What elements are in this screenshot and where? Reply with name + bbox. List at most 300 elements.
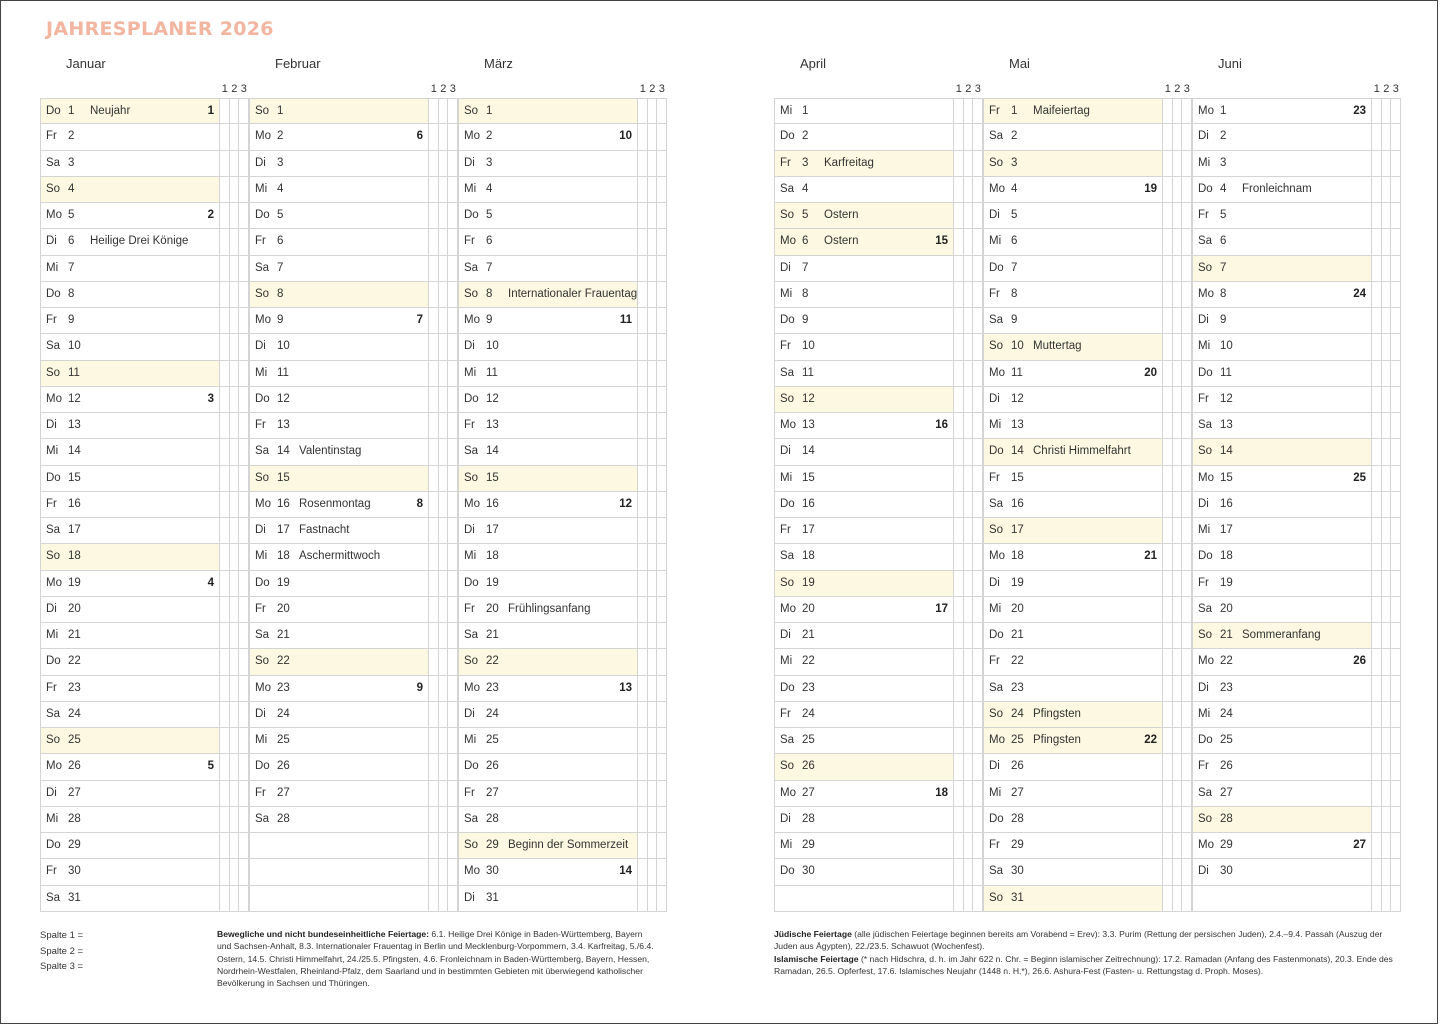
note-column-1[interactable] <box>638 439 648 464</box>
note-column-3[interactable] <box>973 466 983 491</box>
note-column-2[interactable] <box>1382 728 1392 753</box>
day-row[interactable] <box>1192 98 1401 124</box>
note-column-2[interactable] <box>230 571 240 596</box>
note-column-1[interactable] <box>638 334 648 359</box>
note-column-3[interactable] <box>448 177 458 202</box>
note-column-2[interactable] <box>964 413 974 438</box>
note-column-1[interactable] <box>1372 597 1382 622</box>
note-column-3[interactable] <box>239 649 249 674</box>
note-column-1[interactable] <box>220 492 230 517</box>
note-column-2[interactable] <box>964 124 974 149</box>
note-column-2[interactable] <box>648 256 658 281</box>
day-cell[interactable] <box>40 387 220 412</box>
note-column-1[interactable] <box>954 649 964 674</box>
note-column-3[interactable] <box>1391 492 1401 517</box>
day-cell[interactable] <box>40 124 220 149</box>
note-column-3[interactable] <box>1182 781 1192 806</box>
note-column-1[interactable] <box>429 833 439 858</box>
note-column-1[interactable] <box>954 361 964 386</box>
note-column-2[interactable] <box>1173 256 1183 281</box>
note-column-2[interactable] <box>1382 256 1392 281</box>
note-column-2[interactable] <box>439 334 449 359</box>
note-column-1[interactable] <box>954 177 964 202</box>
day-cell[interactable] <box>249 308 429 333</box>
note-column-1[interactable] <box>954 256 964 281</box>
day-cell[interactable] <box>458 256 638 281</box>
note-column-2[interactable] <box>648 544 658 569</box>
note-column-1[interactable] <box>638 282 648 307</box>
day-row[interactable] <box>249 676 458 702</box>
day-cell[interactable] <box>983 124 1163 149</box>
note-column-3[interactable] <box>1391 151 1401 176</box>
note-column-2[interactable] <box>230 439 240 464</box>
day-cell[interactable] <box>774 649 954 674</box>
note-column-3[interactable] <box>973 623 983 648</box>
day-row[interactable] <box>1192 676 1401 702</box>
note-column-2[interactable] <box>439 124 449 149</box>
note-column-2[interactable] <box>439 754 449 779</box>
day-cell[interactable] <box>774 413 954 438</box>
note-column-1[interactable] <box>954 439 964 464</box>
note-column-3[interactable] <box>1182 387 1192 412</box>
day-row[interactable] <box>774 859 983 885</box>
note-column-1[interactable] <box>954 886 964 911</box>
note-column-2[interactable] <box>1382 308 1392 333</box>
day-row[interactable] <box>249 203 458 229</box>
day-row[interactable] <box>40 124 249 150</box>
note-column-1[interactable] <box>1163 781 1173 806</box>
note-column-2[interactable] <box>1173 308 1183 333</box>
note-column-1[interactable] <box>429 387 439 412</box>
day-cell[interactable] <box>983 282 1163 307</box>
day-row[interactable] <box>983 649 1192 675</box>
day-cell[interactable] <box>458 728 638 753</box>
note-column-1[interactable] <box>1163 597 1173 622</box>
note-column-3[interactable] <box>239 676 249 701</box>
note-column-3[interactable] <box>1391 256 1401 281</box>
note-column-1[interactable] <box>954 859 964 884</box>
note-column-2[interactable] <box>1173 177 1183 202</box>
note-column-2[interactable] <box>230 334 240 359</box>
note-column-2[interactable] <box>439 308 449 333</box>
note-column-1[interactable] <box>220 676 230 701</box>
day-cell[interactable] <box>249 544 429 569</box>
day-row[interactable] <box>1192 177 1401 203</box>
note-column-1[interactable] <box>429 623 439 648</box>
note-column-2[interactable] <box>1382 807 1392 832</box>
note-column-1[interactable] <box>220 439 230 464</box>
note-column-1[interactable] <box>429 203 439 228</box>
day-cell[interactable] <box>40 177 220 202</box>
note-column-1[interactable] <box>638 859 648 884</box>
note-column-1[interactable] <box>429 413 439 438</box>
note-column-3[interactable] <box>1391 413 1401 438</box>
note-column-3[interactable] <box>448 676 458 701</box>
note-column-3[interactable] <box>239 623 249 648</box>
note-column-3[interactable] <box>1182 439 1192 464</box>
note-column-3[interactable] <box>1182 334 1192 359</box>
day-row[interactable] <box>249 886 458 912</box>
note-column-2[interactable] <box>1382 361 1392 386</box>
note-column-3[interactable] <box>448 544 458 569</box>
note-column-2[interactable] <box>1382 781 1392 806</box>
day-row[interactable] <box>40 177 249 203</box>
day-row[interactable] <box>249 702 458 728</box>
note-column-1[interactable] <box>954 124 964 149</box>
note-column-2[interactable] <box>439 676 449 701</box>
day-row[interactable] <box>40 203 249 229</box>
note-column-3[interactable] <box>973 492 983 517</box>
day-row[interactable] <box>458 649 667 675</box>
day-row[interactable] <box>1192 597 1401 623</box>
note-column-3[interactable] <box>1182 571 1192 596</box>
day-row[interactable] <box>1192 859 1401 885</box>
note-column-2[interactable] <box>648 99 658 123</box>
day-cell[interactable] <box>774 571 954 596</box>
note-column-3[interactable] <box>448 623 458 648</box>
note-column-2[interactable] <box>648 676 658 701</box>
day-cell[interactable] <box>40 754 220 779</box>
day-row[interactable] <box>1192 728 1401 754</box>
note-column-3[interactable] <box>1391 676 1401 701</box>
day-cell[interactable] <box>40 807 220 832</box>
note-column-1[interactable] <box>429 124 439 149</box>
note-column-1[interactable] <box>429 728 439 753</box>
note-column-1[interactable] <box>1163 151 1173 176</box>
day-cell[interactable] <box>458 387 638 412</box>
note-column-3[interactable] <box>973 781 983 806</box>
note-column-3[interactable] <box>1391 466 1401 491</box>
note-column-1[interactable] <box>1163 256 1173 281</box>
day-cell[interactable] <box>774 623 954 648</box>
note-column-1[interactable] <box>638 203 648 228</box>
day-row[interactable] <box>40 334 249 360</box>
day-row[interactable] <box>458 308 667 334</box>
day-row[interactable] <box>1192 754 1401 780</box>
note-column-2[interactable] <box>1382 754 1392 779</box>
day-row[interactable] <box>774 439 983 465</box>
day-row[interactable] <box>774 702 983 728</box>
note-column-1[interactable] <box>1163 676 1173 701</box>
note-column-2[interactable] <box>230 807 240 832</box>
day-cell[interactable] <box>774 544 954 569</box>
day-row[interactable] <box>458 466 667 492</box>
note-column-2[interactable] <box>230 754 240 779</box>
day-row[interactable] <box>983 492 1192 518</box>
note-column-2[interactable] <box>648 124 658 149</box>
note-column-3[interactable] <box>657 518 667 543</box>
day-row[interactable] <box>983 807 1192 833</box>
note-column-1[interactable] <box>220 544 230 569</box>
note-column-3[interactable] <box>973 571 983 596</box>
note-column-1[interactable] <box>638 361 648 386</box>
day-cell[interactable] <box>249 833 429 858</box>
day-cell[interactable] <box>249 413 429 438</box>
note-column-3[interactable] <box>448 361 458 386</box>
note-column-2[interactable] <box>1382 623 1392 648</box>
day-cell[interactable] <box>458 466 638 491</box>
day-cell[interactable] <box>983 99 1163 123</box>
note-column-1[interactable] <box>954 754 964 779</box>
day-row[interactable] <box>1192 439 1401 465</box>
day-cell[interactable] <box>40 623 220 648</box>
day-row[interactable] <box>983 282 1192 308</box>
note-column-3[interactable] <box>1182 124 1192 149</box>
note-column-3[interactable] <box>239 886 249 911</box>
day-cell[interactable] <box>458 203 638 228</box>
day-row[interactable] <box>40 439 249 465</box>
day-row[interactable] <box>249 308 458 334</box>
day-row[interactable] <box>983 203 1192 229</box>
day-cell[interactable] <box>249 807 429 832</box>
day-row[interactable] <box>249 124 458 150</box>
day-cell[interactable] <box>983 781 1163 806</box>
note-column-1[interactable] <box>954 781 964 806</box>
note-column-1[interactable] <box>1372 702 1382 727</box>
day-row[interactable] <box>458 833 667 859</box>
note-column-2[interactable] <box>230 492 240 517</box>
day-row[interactable] <box>458 571 667 597</box>
note-column-2[interactable] <box>1382 203 1392 228</box>
note-column-3[interactable] <box>1391 571 1401 596</box>
day-row[interactable] <box>1192 413 1401 439</box>
note-column-3[interactable] <box>657 702 667 727</box>
note-column-3[interactable] <box>1182 361 1192 386</box>
note-column-3[interactable] <box>657 308 667 333</box>
day-cell[interactable] <box>774 334 954 359</box>
note-column-2[interactable] <box>648 702 658 727</box>
note-column-1[interactable] <box>1372 728 1382 753</box>
day-row[interactable] <box>983 413 1192 439</box>
note-column-1[interactable] <box>1163 334 1173 359</box>
note-column-2[interactable] <box>1382 597 1392 622</box>
day-row[interactable] <box>774 98 983 124</box>
day-cell[interactable] <box>1192 702 1372 727</box>
day-cell[interactable] <box>458 361 638 386</box>
note-column-3[interactable] <box>239 282 249 307</box>
note-column-3[interactable] <box>1182 256 1192 281</box>
note-column-1[interactable] <box>220 702 230 727</box>
note-column-3[interactable] <box>1182 649 1192 674</box>
day-row[interactable] <box>40 781 249 807</box>
note-column-3[interactable] <box>973 597 983 622</box>
day-row[interactable] <box>1192 544 1401 570</box>
note-column-1[interactable] <box>220 518 230 543</box>
note-column-3[interactable] <box>657 676 667 701</box>
note-column-1[interactable] <box>1163 859 1173 884</box>
day-cell[interactable] <box>983 203 1163 228</box>
note-column-1[interactable] <box>1372 439 1382 464</box>
day-row[interactable] <box>983 754 1192 780</box>
note-column-3[interactable] <box>657 859 667 884</box>
note-column-3[interactable] <box>448 597 458 622</box>
note-column-1[interactable] <box>429 308 439 333</box>
note-column-3[interactable] <box>448 99 458 123</box>
day-row[interactable] <box>249 544 458 570</box>
day-cell[interactable] <box>1192 859 1372 884</box>
day-row[interactable] <box>774 413 983 439</box>
note-column-1[interactable] <box>429 334 439 359</box>
note-column-2[interactable] <box>439 229 449 254</box>
note-column-3[interactable] <box>1391 177 1401 202</box>
day-cell[interactable] <box>774 807 954 832</box>
day-cell[interactable] <box>983 334 1163 359</box>
day-row[interactable] <box>774 256 983 282</box>
note-column-2[interactable] <box>439 544 449 569</box>
day-row[interactable] <box>983 124 1192 150</box>
day-cell[interactable] <box>983 308 1163 333</box>
day-cell[interactable] <box>983 886 1163 911</box>
note-column-1[interactable] <box>638 308 648 333</box>
note-column-1[interactable] <box>954 833 964 858</box>
note-column-1[interactable] <box>638 886 648 911</box>
note-column-2[interactable] <box>648 177 658 202</box>
note-column-3[interactable] <box>657 754 667 779</box>
day-row[interactable] <box>983 361 1192 387</box>
day-cell[interactable] <box>249 649 429 674</box>
note-column-2[interactable] <box>648 439 658 464</box>
note-column-2[interactable] <box>964 492 974 517</box>
day-cell[interactable] <box>40 229 220 254</box>
note-column-1[interactable] <box>429 282 439 307</box>
day-cell[interactable] <box>249 728 429 753</box>
note-column-1[interactable] <box>220 886 230 911</box>
note-column-3[interactable] <box>1391 124 1401 149</box>
note-column-1[interactable] <box>220 571 230 596</box>
note-column-1[interactable] <box>220 308 230 333</box>
day-row[interactable] <box>1192 649 1401 675</box>
note-column-2[interactable] <box>439 439 449 464</box>
day-cell[interactable] <box>40 282 220 307</box>
day-row[interactable] <box>1192 229 1401 255</box>
note-column-1[interactable] <box>1163 518 1173 543</box>
day-cell[interactable] <box>774 99 954 123</box>
note-column-2[interactable] <box>230 781 240 806</box>
day-row[interactable] <box>774 282 983 308</box>
note-column-3[interactable] <box>239 571 249 596</box>
day-row[interactable] <box>249 649 458 675</box>
note-column-2[interactable] <box>964 387 974 412</box>
note-column-2[interactable] <box>964 203 974 228</box>
day-cell[interactable] <box>249 518 429 543</box>
day-row[interactable] <box>458 781 667 807</box>
day-row[interactable] <box>983 702 1192 728</box>
day-cell[interactable] <box>1192 544 1372 569</box>
day-cell[interactable] <box>249 334 429 359</box>
note-column-2[interactable] <box>230 597 240 622</box>
note-column-1[interactable] <box>220 99 230 123</box>
note-column-1[interactable] <box>220 387 230 412</box>
day-row[interactable] <box>1192 492 1401 518</box>
day-cell[interactable] <box>774 282 954 307</box>
day-row[interactable] <box>1192 387 1401 413</box>
note-column-1[interactable] <box>429 518 439 543</box>
day-cell[interactable] <box>249 99 429 123</box>
note-column-3[interactable] <box>973 177 983 202</box>
day-cell[interactable] <box>458 413 638 438</box>
day-row[interactable] <box>458 177 667 203</box>
day-cell[interactable] <box>458 754 638 779</box>
day-row[interactable] <box>40 597 249 623</box>
note-column-2[interactable] <box>1382 676 1392 701</box>
day-row[interactable] <box>458 676 667 702</box>
day-row[interactable] <box>774 466 983 492</box>
note-column-1[interactable] <box>429 597 439 622</box>
note-column-3[interactable] <box>1182 754 1192 779</box>
day-cell[interactable] <box>983 597 1163 622</box>
day-cell[interactable] <box>1192 571 1372 596</box>
note-column-2[interactable] <box>439 597 449 622</box>
note-column-3[interactable] <box>1182 229 1192 254</box>
note-column-1[interactable] <box>1163 466 1173 491</box>
note-column-2[interactable] <box>1382 282 1392 307</box>
day-row[interactable] <box>458 597 667 623</box>
note-column-1[interactable] <box>1163 544 1173 569</box>
note-column-1[interactable] <box>429 256 439 281</box>
note-column-2[interactable] <box>1173 492 1183 517</box>
day-row[interactable] <box>983 781 1192 807</box>
note-column-1[interactable] <box>1372 124 1382 149</box>
note-column-2[interactable] <box>230 282 240 307</box>
day-row[interactable] <box>40 282 249 308</box>
day-cell[interactable] <box>458 676 638 701</box>
day-row[interactable] <box>249 387 458 413</box>
note-column-1[interactable] <box>429 229 439 254</box>
day-cell[interactable] <box>1192 334 1372 359</box>
day-cell[interactable] <box>40 466 220 491</box>
note-column-1[interactable] <box>1372 334 1382 359</box>
day-cell[interactable] <box>774 702 954 727</box>
note-column-3[interactable] <box>448 728 458 753</box>
day-row[interactable] <box>983 151 1192 177</box>
note-column-3[interactable] <box>448 203 458 228</box>
note-column-2[interactable] <box>648 229 658 254</box>
note-column-3[interactable] <box>239 99 249 123</box>
day-cell[interactable] <box>774 518 954 543</box>
note-column-3[interactable] <box>657 282 667 307</box>
note-column-2[interactable] <box>439 728 449 753</box>
note-column-2[interactable] <box>439 256 449 281</box>
note-column-3[interactable] <box>1391 99 1401 123</box>
note-column-1[interactable] <box>1372 308 1382 333</box>
note-column-2[interactable] <box>648 308 658 333</box>
note-column-1[interactable] <box>220 807 230 832</box>
note-column-3[interactable] <box>973 256 983 281</box>
note-column-2[interactable] <box>1173 702 1183 727</box>
note-column-2[interactable] <box>1382 859 1392 884</box>
day-cell[interactable] <box>774 229 954 254</box>
day-cell[interactable] <box>774 361 954 386</box>
day-row[interactable] <box>458 702 667 728</box>
day-row[interactable] <box>774 833 983 859</box>
note-column-2[interactable] <box>1382 649 1392 674</box>
day-cell[interactable] <box>774 781 954 806</box>
note-column-1[interactable] <box>429 649 439 674</box>
day-cell[interactable] <box>774 492 954 517</box>
note-column-1[interactable] <box>954 676 964 701</box>
day-cell[interactable] <box>249 151 429 176</box>
day-row[interactable] <box>983 229 1192 255</box>
note-column-2[interactable] <box>1382 334 1392 359</box>
day-row[interactable] <box>983 466 1192 492</box>
day-cell[interactable] <box>1192 781 1372 806</box>
note-column-2[interactable] <box>1173 781 1183 806</box>
note-column-1[interactable] <box>429 859 439 884</box>
note-column-3[interactable] <box>1182 518 1192 543</box>
day-row[interactable] <box>983 98 1192 124</box>
note-column-3[interactable] <box>239 702 249 727</box>
day-row[interactable] <box>40 859 249 885</box>
